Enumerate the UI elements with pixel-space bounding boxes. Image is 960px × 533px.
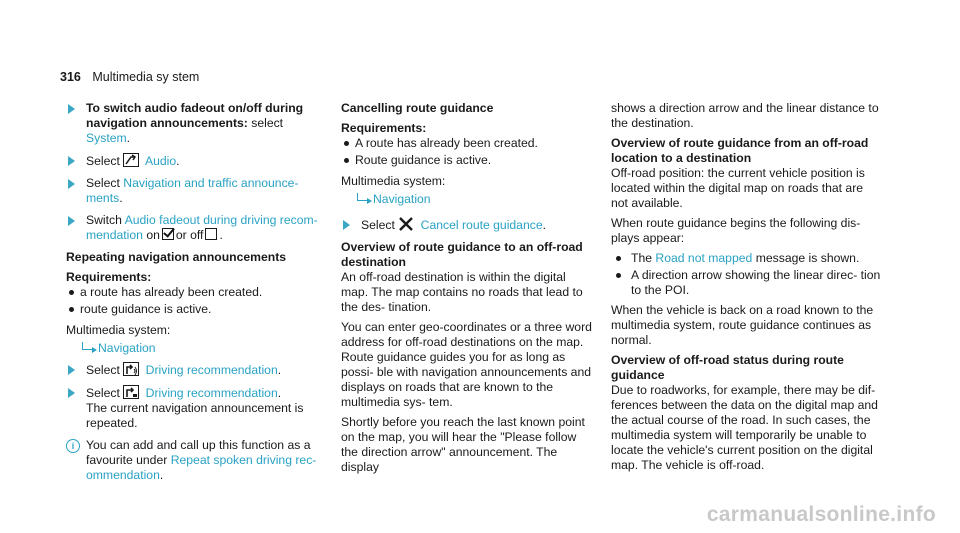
requirements-title: Requirements:: [66, 270, 152, 284]
navigation-link[interactable]: Navigation: [373, 192, 431, 206]
driving-recommendation-icon: [123, 385, 139, 399]
cancel-route-guidance-link[interactable]: Cancel route guidance: [420, 218, 543, 232]
road-not-mapped-link[interactable]: Road not mapped: [655, 251, 753, 265]
info-icon: i: [66, 439, 80, 453]
list-item: The Road not mapped message is shown.: [611, 251, 881, 266]
section-heading: Cancelling route guidance: [341, 101, 494, 115]
cancel-x-icon: [398, 217, 414, 231]
step-arrow-icon: [68, 365, 75, 375]
step-cancel-route-guidance: Select Cancel route guidance.: [341, 217, 596, 233]
info-note: i You can add and call up this function as a favourite under Repeat spoken driving rec- ommendation.: [66, 438, 321, 483]
section-heading: Repeating navigation announcements: [66, 250, 287, 264]
step-arrow-icon: [68, 104, 75, 114]
audio-link[interactable]: Audio: [144, 154, 177, 168]
multimedia-system-label: Multimedia system:: [341, 174, 446, 188]
navigation-link[interactable]: Navigation: [98, 341, 156, 355]
section-heading: Overview of off-road status during route guidance: [611, 353, 844, 382]
step-switch-audio-fadeout: Switch Audio fadeout during driving recom- mendation on or off .: [66, 213, 321, 243]
nav-hook-icon: [357, 193, 367, 201]
step-arrow-icon: [343, 220, 350, 230]
multimedia-system-label: Multimedia system:: [66, 323, 171, 337]
step-arrow-icon: [68, 179, 75, 189]
paragraph: When route guidance begins the following dis- plays appear:: [611, 216, 861, 245]
paragraph: Off-road position: the current vehicle position is located within the digital map on roads that are not available.: [611, 166, 865, 210]
navigation-announcements-link[interactable]: Navigation and traffic announce- ments: [86, 176, 299, 205]
paragraph: When the vehicle is back on a road known to the multimedia system, route guidance continues as normal.: [611, 303, 874, 347]
step-driving-recommendation: Select Driving recommendation. The current navigation announcement is repeated.: [66, 385, 321, 431]
section-heading: Overview of route guidance from an off-road location to a destination: [611, 136, 869, 165]
driving-recommendation-sound-icon: [123, 362, 139, 376]
nav-path: [66, 341, 321, 356]
watermark: carmanualsonline.info: [706, 503, 936, 526]
requirement-item: A route has already been created.: [341, 136, 596, 151]
step-result: The current navigation announcement is repeated.: [86, 401, 304, 430]
checkbox-off-icon: [205, 228, 217, 240]
paragraph: Shortly before you reach the last known point on the map, you will hear the "Please follow the direction arrow" announcement. The display: [341, 415, 585, 474]
nav-hook-icon: [82, 342, 92, 350]
column-2: [341, 101, 596, 475]
list-item: A direction arrow showing the linear direc- tion to the POI.: [611, 268, 881, 298]
column-3: [611, 101, 881, 473]
paragraph: An off-road destination is within the digital map. The map contains no roads that lead to the des- tination.: [341, 270, 583, 314]
repeat-driving-recommendation-link[interactable]: Repeat spoken driving rec- ommendation: [86, 453, 317, 482]
driving-recommendation-link[interactable]: Driving recommendation: [145, 363, 278, 377]
step-arrow-icon: [68, 388, 75, 398]
driving-recommendation-link[interactable]: Driving recommendation: [145, 386, 278, 400]
page-number: 316: [60, 70, 81, 84]
requirement-item: Route guidance is active.: [341, 153, 596, 168]
requirements-title: Requirements:: [341, 121, 427, 135]
system-link[interactable]: System: [86, 131, 127, 145]
page-title: Multimedia sy stem: [92, 70, 200, 84]
paragraph: You can enter geo-coordinates or a three word address for off-road destinations on the map. Route guidance guides you for as long as possi- ble with navigation announcements and displays on roads that are known to the multimedia sys- tem.: [341, 320, 592, 409]
column-1: [66, 101, 321, 483]
step-select-navigation-announcements: Select Navigation and traffic announce- ments.: [66, 176, 321, 206]
step-arrow-icon: [68, 156, 75, 166]
section-heading: Overview of route guidance to an off-road destination: [341, 240, 583, 269]
checkbox-on-icon: [162, 228, 174, 240]
step-audio-fadeout: To switch audio fadeout on/off during navigation announcements: select System.: [66, 101, 321, 146]
paragraph: shows a direction arrow and the linear distance to the destination.: [611, 101, 879, 130]
paragraph: Due to roadworks, for example, there may be dif- ferences between the data on the digital map and the actual course of the road. In such cases, the multimedia system will temporarily be unable to locate the vehicle's current position on the digital map. The vehicle is off-road.: [611, 383, 878, 472]
page-header: [60, 70, 199, 85]
step-arrow-icon: [68, 216, 75, 226]
audio-fadeout-link[interactable]: Audio fadeout during driving recom- mendation: [86, 213, 318, 242]
step-select-audio: Select Audio.: [66, 153, 321, 169]
step-driving-recommendation-sound: Select Driving recommendation.: [66, 362, 321, 378]
car-audio-icon: [123, 153, 139, 167]
nav-path: [341, 192, 596, 207]
requirement-item: a route has already been created.: [66, 285, 321, 300]
requirement-item: route guidance is active.: [66, 302, 321, 317]
